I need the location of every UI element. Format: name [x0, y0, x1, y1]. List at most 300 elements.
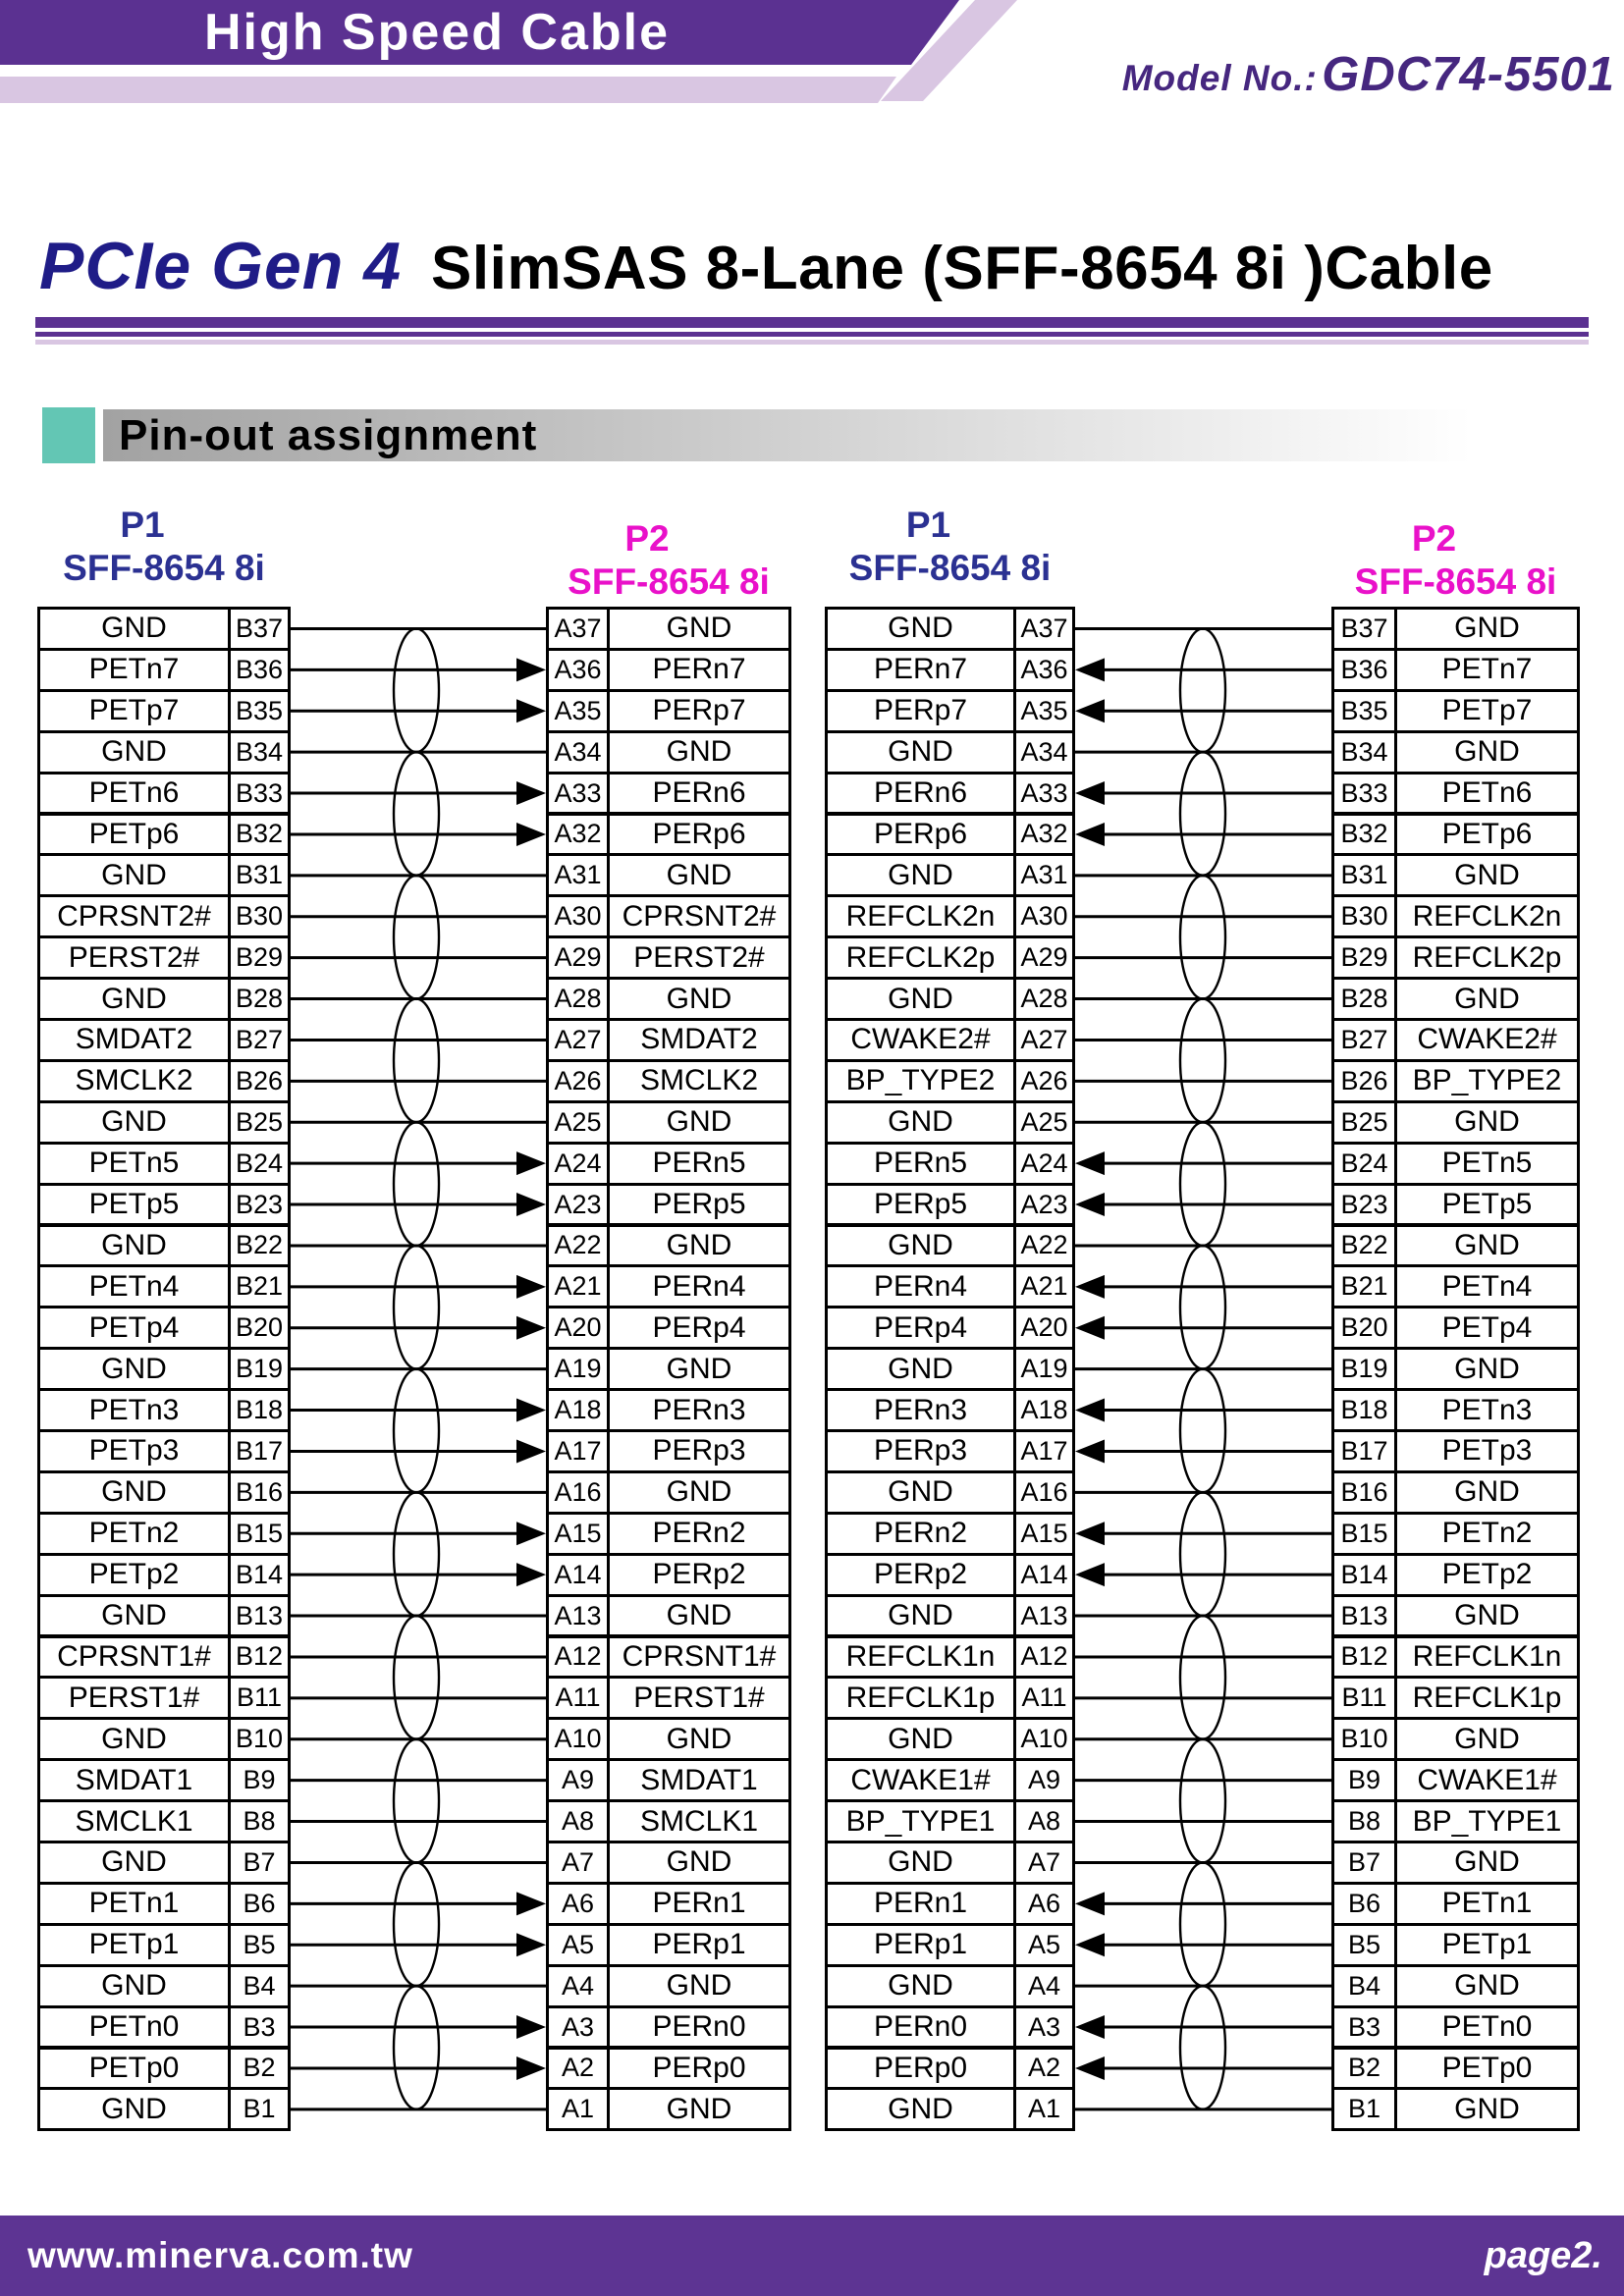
pin-number: A18	[1020, 1395, 1068, 1425]
signal-name: BP_TYPE2	[828, 1062, 1016, 1100]
twisted-pair-ellipse	[394, 1739, 439, 1863]
pin-row	[546, 935, 791, 980]
pin-number: A7	[1027, 1846, 1061, 1877]
pin-row	[37, 1306, 291, 1350]
pin-row	[825, 648, 1075, 692]
pin-row	[37, 1388, 291, 1432]
twisted-pair-ellipse	[1180, 1986, 1225, 2109]
signal-name: GND	[1454, 1969, 1520, 2002]
signal-name: GND	[828, 2090, 1016, 2128]
pin-number: B7	[243, 1846, 276, 1877]
pin-number: A23	[549, 1186, 610, 1224]
arrowhead-icon	[516, 1193, 546, 1216]
footer-website: www.minerva.com.tw	[27, 2235, 413, 2275]
signal-name: PERp2	[652, 1558, 746, 1591]
pin-row	[1331, 1635, 1580, 1680]
pin-number: B28	[235, 984, 284, 1014]
pin-number: A4	[549, 1967, 610, 2005]
pin-row	[1331, 1347, 1580, 1391]
signal-name: GND	[828, 1967, 1016, 2005]
pin-number: B2	[243, 2053, 276, 2083]
pin-number: B9	[243, 1765, 276, 1795]
pin-row	[1331, 1923, 1580, 1967]
signal-name: GND	[40, 1103, 231, 1142]
pin-number: B16	[235, 1476, 284, 1507]
pin-row	[37, 977, 291, 1021]
pin-row	[825, 894, 1075, 938]
signal-name: PERp2	[828, 1556, 1016, 1594]
twisted-pair-ellipse	[394, 628, 439, 752]
signal-name: REFCLK2p	[1412, 940, 1562, 974]
pin-row	[1331, 1224, 1580, 1268]
signal-name: REFCLK1p	[1412, 1681, 1562, 1714]
signal-name: REFCLK1n	[1412, 1639, 1562, 1673]
connector-standard: SFF-8654 8i	[63, 548, 265, 588]
connector-label: P1	[120, 505, 165, 545]
pin-row	[825, 1059, 1075, 1103]
pin-number: A19	[1020, 1354, 1068, 1384]
pin-row	[1331, 689, 1580, 733]
signal-name: GND	[1454, 1722, 1520, 1755]
arrowhead-icon	[516, 2056, 546, 2080]
pin-row	[37, 853, 291, 897]
pin-number: B15	[235, 1518, 284, 1548]
pin-number: B19	[1334, 1350, 1397, 1388]
pin-number: A11	[549, 1679, 610, 1717]
pin-row	[1331, 1388, 1580, 1432]
pin-row	[1331, 853, 1580, 897]
signal-name: SMCLK2	[639, 1064, 759, 1097]
signal-name: GND	[40, 1843, 231, 1882]
pin-number: B18	[1334, 1391, 1397, 1429]
pin-number: A28	[1020, 984, 1068, 1014]
twisted-pair-ellipse	[1180, 876, 1225, 999]
pin-row	[825, 1429, 1075, 1473]
pin-number: A27	[549, 1021, 610, 1059]
pin-row	[546, 607, 791, 651]
pin-number: A25	[1020, 1106, 1068, 1137]
pin-row	[546, 977, 791, 1021]
pin-number: A22	[1020, 1230, 1068, 1260]
pin-row	[825, 1553, 1075, 1597]
pin-number: B1	[1334, 2090, 1397, 2128]
pin-number: B1	[243, 2094, 276, 2124]
pin-row	[37, 2047, 291, 2091]
pin-row	[825, 2005, 1075, 2050]
pin-number: A29	[1020, 942, 1068, 973]
pin-row	[825, 1799, 1075, 1843]
signal-name: PERn7	[828, 651, 1016, 689]
pin-number: A29	[549, 938, 610, 977]
signal-name: CPRSNT1#	[622, 1639, 777, 1673]
signal-name: PERn1	[652, 1887, 746, 1920]
pin-number: A24	[549, 1145, 610, 1183]
signal-name: SMDAT1	[640, 1763, 758, 1796]
signal-name: PERn3	[652, 1393, 746, 1426]
signal-name: GND	[1454, 982, 1520, 1015]
signal-name: GND	[828, 1843, 1016, 1882]
pin-number: B13	[1334, 1597, 1397, 1635]
signal-name: GND	[40, 1473, 231, 1512]
pin-number: B34	[235, 736, 284, 767]
pin-row	[1331, 1183, 1580, 1227]
pin-number: B28	[1334, 980, 1397, 1018]
twisted-pair-ellipse	[1180, 1862, 1225, 1986]
signal-name: PETn3	[40, 1391, 231, 1429]
signal-name: PETn0	[40, 2008, 231, 2047]
pin-number: B31	[1334, 856, 1397, 894]
pin-row	[825, 1306, 1075, 1350]
pin-row	[1331, 1264, 1580, 1308]
pin-row	[825, 1224, 1075, 1268]
arrowhead-icon	[1075, 1275, 1105, 1299]
pin-number: B37	[1334, 610, 1397, 648]
arrowhead-icon	[516, 699, 546, 722]
signal-name: PERp3	[652, 1434, 746, 1468]
arrowhead-icon	[516, 1522, 546, 1545]
pin-row	[825, 1388, 1075, 1432]
signal-name: PERp1	[652, 1928, 746, 1961]
pin-number: B4	[243, 1970, 276, 2001]
signal-name: PERn7	[652, 653, 746, 686]
wire-channel	[291, 607, 546, 2132]
pin-number: B22	[235, 1230, 284, 1260]
pin-number: A18	[549, 1391, 610, 1429]
pin-number: A1	[549, 2090, 610, 2128]
pin-row	[1331, 1429, 1580, 1473]
twisted-pair-ellipse	[394, 1246, 439, 1369]
pin-row	[37, 2005, 291, 2050]
pin-number: A16	[1020, 1476, 1068, 1507]
signal-name: GND	[40, 980, 231, 1018]
signal-name: PERp0	[828, 2050, 1016, 2088]
signal-name: REFCLK2p	[828, 938, 1016, 977]
pin-row	[37, 1964, 291, 2008]
signal-name: PERp0	[652, 2051, 746, 2084]
pin-row	[37, 1264, 291, 1308]
pin-row	[1331, 1841, 1580, 1885]
signal-name: CWAKE2#	[1417, 1023, 1557, 1056]
pin-number: B32	[235, 819, 284, 849]
twisted-pair-ellipse	[394, 1862, 439, 1986]
twisted-pair-ellipse	[1180, 628, 1225, 752]
signal-name: GND	[828, 1350, 1016, 1388]
pin-row	[546, 1306, 791, 1350]
pin-number: A26	[549, 1062, 610, 1100]
arrowhead-icon	[516, 1439, 546, 1463]
signal-name: PETn6	[40, 774, 231, 813]
pin-number: A6	[1027, 1888, 1061, 1918]
pin-row	[1331, 2047, 1580, 2091]
pin-row	[546, 2005, 791, 2050]
pin-number: B12	[1334, 1638, 1397, 1677]
pin-number: B14	[235, 1559, 284, 1589]
pin-number: B13	[235, 1600, 284, 1630]
pin-number: B16	[1334, 1473, 1397, 1512]
arrowhead-icon	[1075, 1316, 1105, 1340]
pin-row	[1331, 1594, 1580, 1638]
pin-number: A22	[549, 1227, 610, 1265]
pin-row	[825, 1512, 1075, 1556]
signal-name: PETp1	[1441, 1928, 1533, 1961]
signal-name: PERp4	[652, 1310, 746, 1344]
pin-row	[546, 1388, 791, 1432]
signal-name: GND	[828, 1597, 1016, 1635]
pin-row	[825, 813, 1075, 857]
signal-name: GND	[1454, 1105, 1520, 1139]
signal-name: SMDAT2	[40, 1021, 231, 1059]
pin-number: A11	[1021, 1682, 1067, 1713]
pin-number: B37	[235, 613, 284, 643]
signal-name: GND	[1454, 1228, 1520, 1261]
pin-number: B6	[243, 1888, 276, 1918]
connector-standard: SFF-8654 8i	[568, 561, 770, 602]
signal-name: PETp6	[40, 816, 231, 854]
pin-number: B7	[1334, 1843, 1397, 1882]
pin-row	[825, 853, 1075, 897]
pin-number: B17	[235, 1435, 284, 1466]
pin-row	[1331, 1059, 1580, 1103]
pin-row	[1331, 2087, 1580, 2131]
pin-number: A32	[1020, 819, 1068, 849]
pin-row	[37, 1059, 291, 1103]
pin-number: A20	[549, 1308, 610, 1347]
pin-row	[37, 1100, 291, 1145]
signal-name: GND	[828, 610, 1016, 648]
section-title: Pin-out assignment	[119, 411, 538, 459]
connector-header-p1	[37, 503, 291, 589]
signal-name: GND	[828, 1473, 1016, 1512]
pin-number: B21	[1334, 1267, 1397, 1306]
pin-row	[546, 1224, 791, 1268]
signal-name: GND	[40, 1967, 231, 2005]
signal-name: PERST2#	[633, 940, 765, 974]
pin-number: A24	[1020, 1148, 1068, 1178]
wire-channel	[1075, 607, 1331, 2132]
signal-name: PETp7	[1441, 694, 1533, 727]
pin-number: A21	[549, 1267, 610, 1306]
signal-name: PETp4	[40, 1308, 231, 1347]
signal-name: SMDAT1	[40, 1761, 231, 1799]
pin-number: B11	[1334, 1679, 1397, 1717]
signal-name: PERST1#	[633, 1681, 765, 1714]
pin-row	[37, 1799, 291, 1843]
pin-number: A2	[549, 2050, 610, 2088]
twisted-pair-ellipse	[394, 1122, 439, 1246]
pin-number: A27	[1020, 1024, 1068, 1054]
twisted-pair-ellipse	[1180, 752, 1225, 876]
pin-number: A8	[1027, 1806, 1061, 1837]
pin-row	[825, 977, 1075, 1021]
signal-name: PETp2	[40, 1556, 231, 1594]
pin-row	[1331, 607, 1580, 651]
pin-number: B33	[1334, 774, 1397, 813]
signal-name: PERn0	[828, 2008, 1016, 2047]
pin-row	[546, 689, 791, 733]
signal-name: GND	[40, 733, 231, 772]
pin-row	[546, 1264, 791, 1308]
pin-row	[1331, 1512, 1580, 1556]
pin-number: A17	[549, 1432, 610, 1470]
pin-row	[37, 935, 291, 980]
arrowhead-icon	[516, 1316, 546, 1340]
pin-number: A31	[549, 856, 610, 894]
pin-number: B10	[235, 1724, 284, 1754]
pin-row	[825, 772, 1075, 816]
twisted-pair-ellipse	[1180, 999, 1225, 1123]
pin-row	[546, 1923, 791, 1967]
pin-row	[825, 1142, 1075, 1186]
pin-number: A10	[549, 1720, 610, 1758]
arrowhead-icon	[516, 823, 546, 846]
pin-number: A30	[1020, 901, 1068, 932]
pin-row	[546, 1841, 791, 1885]
pin-row	[1331, 1799, 1580, 1843]
signal-name: GND	[666, 1105, 732, 1139]
pin-number: B21	[235, 1271, 284, 1302]
connector-label: P2	[1411, 518, 1457, 559]
pin-row	[825, 1100, 1075, 1145]
pin-number: B26	[235, 1065, 284, 1095]
pin-number: A32	[549, 816, 610, 854]
signal-name: GND	[40, 856, 231, 894]
pin-row	[37, 1018, 291, 1062]
signal-name: PETp5	[1441, 1188, 1533, 1221]
arrowhead-icon	[1075, 1399, 1105, 1422]
pin-row	[546, 1429, 791, 1473]
footer-page-number: page2.	[1484, 2235, 1602, 2276]
page-banner: High Speed Cable	[203, 4, 671, 61]
pin-row	[546, 813, 791, 857]
pin-number: B29	[235, 942, 284, 973]
arrowhead-icon	[516, 1275, 546, 1299]
signal-name: BP_TYPE1	[828, 1802, 1016, 1841]
pin-number: A12	[549, 1638, 610, 1677]
signal-name: GND	[40, 1720, 231, 1758]
pin-row	[37, 772, 291, 816]
signal-name: GND	[1454, 2092, 1520, 2125]
pin-row	[1331, 935, 1580, 980]
signal-name: REFCLK1n	[828, 1638, 1016, 1677]
signal-name: PETn5	[1441, 1147, 1533, 1180]
pin-row	[1331, 1882, 1580, 1926]
pin-number: A16	[549, 1473, 610, 1512]
pin-number: B10	[1334, 1720, 1397, 1758]
signal-name: PETn4	[1441, 1269, 1533, 1303]
signal-name: GND	[666, 1845, 732, 1879]
pin-row	[546, 772, 791, 816]
signal-name: GND	[40, 610, 231, 648]
signal-name: PETp0	[40, 2050, 231, 2088]
pin-number: A33	[1020, 777, 1068, 808]
pin-row	[37, 2087, 291, 2131]
pin-row	[546, 1142, 791, 1186]
pin-row	[825, 1635, 1075, 1680]
pin-number: B5	[243, 1929, 276, 1959]
pin-row	[37, 730, 291, 774]
signal-name: REFCLK1p	[828, 1679, 1016, 1717]
signal-name: GND	[828, 1103, 1016, 1142]
signal-name: PERn5	[828, 1145, 1016, 1183]
signal-name: PETn4	[40, 1267, 231, 1306]
arrowhead-icon	[516, 1933, 546, 1956]
pin-row	[1331, 648, 1580, 692]
arrowhead-icon	[516, 1563, 546, 1586]
pin-number: B30	[235, 901, 284, 932]
signal-name: PERn0	[652, 2010, 746, 2044]
pin-number: A15	[1020, 1518, 1068, 1548]
signal-name: PERp7	[828, 692, 1016, 730]
signal-name: SMCLK1	[639, 1804, 759, 1838]
pin-row	[825, 730, 1075, 774]
pin-row	[546, 894, 791, 938]
pin-number: B24	[235, 1148, 284, 1178]
arrowhead-icon	[1075, 2015, 1105, 2039]
pin-row	[825, 1964, 1075, 2008]
pin-number: A2	[1027, 2053, 1061, 2083]
pin-number: B20	[1334, 1308, 1397, 1347]
page-title-series: PCIe Gen 4	[39, 229, 403, 303]
pin-number: A20	[1020, 1312, 1068, 1343]
signal-name: PERn1	[828, 1885, 1016, 1923]
pin-number: B20	[235, 1312, 284, 1343]
pin-row	[37, 1882, 291, 1926]
pin-row	[1331, 1100, 1580, 1145]
pin-number: A33	[549, 774, 610, 813]
arrowhead-icon	[1075, 1439, 1105, 1463]
pin-row	[1331, 730, 1580, 774]
twisted-pair-ellipse	[394, 999, 439, 1123]
signal-name: GND	[666, 1352, 732, 1385]
pin-number: B32	[1334, 816, 1397, 854]
pin-row	[546, 1100, 791, 1145]
pin-number: B27	[1334, 1021, 1397, 1059]
pin-row	[825, 1264, 1075, 1308]
signal-name: GND	[40, 1597, 231, 1635]
connector-header-p2	[1331, 516, 1580, 603]
pin-number: B30	[1334, 897, 1397, 935]
pin-row	[546, 1635, 791, 1680]
pin-number: B3	[243, 2011, 276, 2042]
arrowhead-icon	[516, 1399, 546, 1422]
pin-number: A9	[549, 1761, 610, 1799]
twisted-pair-ellipse	[394, 1369, 439, 1493]
pin-row	[546, 1964, 791, 2008]
pin-row	[1331, 1470, 1580, 1515]
signal-name: GND	[828, 980, 1016, 1018]
signal-name: SMDAT2	[640, 1023, 758, 1056]
pin-number: B36	[1334, 651, 1397, 689]
pin-number: A36	[1020, 654, 1068, 684]
signal-name: PETn0	[1441, 2010, 1533, 2044]
pin-row	[825, 1183, 1075, 1227]
signal-name: CWAKE1#	[1417, 1763, 1557, 1796]
pin-row	[825, 1676, 1075, 1720]
pin-number: A34	[549, 733, 610, 772]
pin-number: B36	[235, 654, 284, 684]
twisted-pair-ellipse	[394, 1492, 439, 1616]
twisted-pair-ellipse	[1180, 1369, 1225, 1493]
signal-name: CPRSNT2#	[40, 897, 231, 935]
signal-name: GND	[666, 1969, 732, 2002]
signal-name: PETp7	[40, 692, 231, 730]
pin-number: B35	[1334, 692, 1397, 730]
pin-row	[546, 648, 791, 692]
pin-row	[825, 689, 1075, 733]
page-title-product: SlimSAS 8-Lane (SFF-8654 8i )Cable	[431, 235, 1493, 302]
pin-row	[37, 607, 291, 651]
signal-name: GND	[1454, 735, 1520, 769]
